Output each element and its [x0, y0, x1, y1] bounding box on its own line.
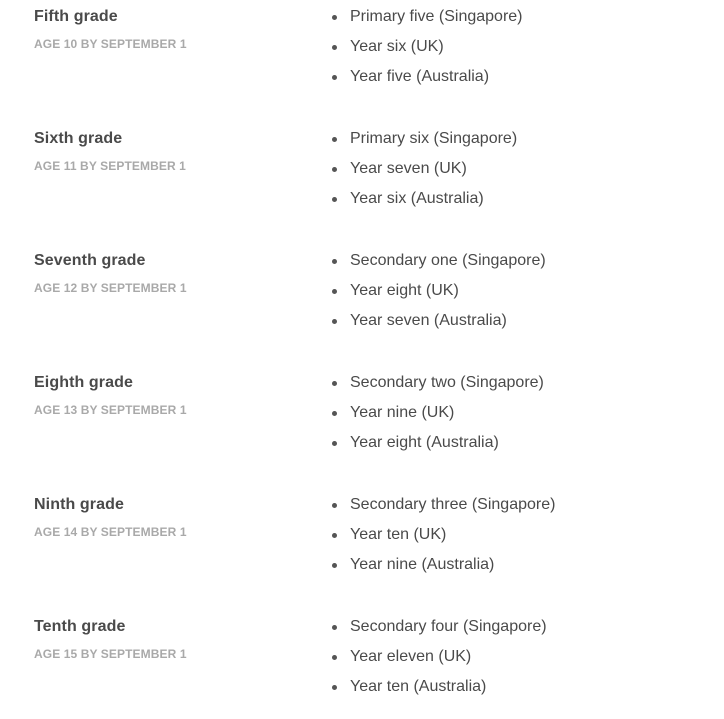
- bullet-icon: [332, 45, 337, 50]
- list-item: [332, 372, 544, 402]
- grade-age: AGE 15 BY SEPTEMBER 1: [34, 647, 187, 661]
- bullet-icon: [332, 167, 337, 172]
- equivalent-text: Secondary three (Singapore): [350, 496, 556, 513]
- grade-age: AGE 10 BY SEPTEMBER 1: [34, 37, 187, 51]
- list-item: [332, 646, 547, 676]
- equivalent-text: Secondary two (Singapore): [350, 374, 544, 391]
- equivalent-text: Year ten (Australia): [350, 678, 487, 695]
- equivalent-text: Year eight (UK): [350, 282, 459, 299]
- equivalent-text: Year seven (Australia): [350, 312, 507, 329]
- equivalent-text: Year six (Australia): [350, 190, 484, 207]
- grade-info: [34, 250, 314, 296]
- bullet-icon: [332, 685, 337, 690]
- equivalent-text: Year six (UK): [350, 38, 444, 55]
- list-item: [332, 158, 517, 188]
- list-item: [332, 676, 547, 706]
- grade-row-eighth: [0, 372, 724, 472]
- bullet-icon: [332, 319, 337, 324]
- equivalent-text: Year nine (UK): [350, 404, 455, 421]
- grade-info: [34, 6, 314, 52]
- equivalents-list: [332, 372, 544, 462]
- grade-age: AGE 12 BY SEPTEMBER 1: [34, 281, 187, 295]
- grade-title: Fifth grade: [34, 8, 118, 25]
- bullet-icon: [332, 259, 337, 264]
- grade-info: [34, 128, 314, 174]
- equivalent-text: Secondary four (Singapore): [350, 618, 547, 635]
- bullet-icon: [332, 503, 337, 508]
- equivalent-text: Primary five (Singapore): [350, 8, 523, 25]
- grade-row-seventh: [0, 250, 724, 350]
- bullet-icon: [332, 563, 337, 568]
- equivalents-list: [332, 616, 547, 706]
- equivalent-text: Primary six (Singapore): [350, 130, 518, 147]
- grade-info: [34, 372, 314, 418]
- equivalents-list: [332, 250, 546, 340]
- bullet-icon: [332, 289, 337, 294]
- bullet-icon: [332, 411, 337, 416]
- list-item: [332, 494, 555, 524]
- list-item: [332, 432, 544, 462]
- list-item: [332, 524, 555, 554]
- bullet-icon: [332, 197, 337, 202]
- grade-title: Tenth grade: [34, 618, 126, 635]
- bullet-icon: [332, 75, 337, 80]
- grade-info: [34, 616, 314, 662]
- grade-row-tenth: [0, 616, 724, 716]
- grade-title: Sixth grade: [34, 130, 123, 147]
- bullet-icon: [332, 655, 337, 660]
- list-item: [332, 66, 523, 96]
- equivalent-text: Year seven (UK): [350, 160, 467, 177]
- grade-title: Seventh grade: [34, 252, 146, 269]
- equivalent-text: Year nine (Australia): [350, 556, 495, 573]
- grade-info: [34, 494, 314, 540]
- grade-row-sixth: [0, 128, 724, 228]
- bullet-icon: [332, 533, 337, 538]
- bullet-icon: [332, 137, 337, 142]
- bullet-icon: [332, 15, 337, 20]
- list-item: [332, 310, 546, 340]
- grade-age: AGE 13 BY SEPTEMBER 1: [34, 403, 187, 417]
- equivalents-list: [332, 128, 517, 218]
- list-item: [332, 188, 517, 218]
- grade-age: AGE 11 BY SEPTEMBER 1: [34, 159, 186, 173]
- list-item: [332, 280, 546, 310]
- list-item: [332, 616, 547, 646]
- list-item: [332, 36, 523, 66]
- equivalent-text: Year eight (Australia): [350, 434, 499, 451]
- list-item: [332, 402, 544, 432]
- equivalent-text: Secondary one (Singapore): [350, 252, 546, 269]
- bullet-icon: [332, 381, 337, 386]
- grade-title: Eighth grade: [34, 374, 133, 391]
- list-item: [332, 250, 546, 280]
- list-item: [332, 6, 523, 36]
- bullet-icon: [332, 625, 337, 630]
- grade-row-fifth: [0, 6, 724, 106]
- equivalent-text: Year eleven (UK): [350, 648, 472, 665]
- equivalents-list: [332, 494, 555, 584]
- equivalents-list: [332, 6, 523, 96]
- equivalent-text: Year ten (UK): [350, 526, 447, 543]
- list-item: [332, 554, 555, 584]
- grade-row-ninth: [0, 494, 724, 594]
- grade-title: Ninth grade: [34, 496, 124, 513]
- bullet-icon: [332, 441, 337, 446]
- list-item: [332, 128, 517, 158]
- grade-age: AGE 14 BY SEPTEMBER 1: [34, 525, 187, 539]
- equivalent-text: Year five (Australia): [350, 68, 490, 85]
